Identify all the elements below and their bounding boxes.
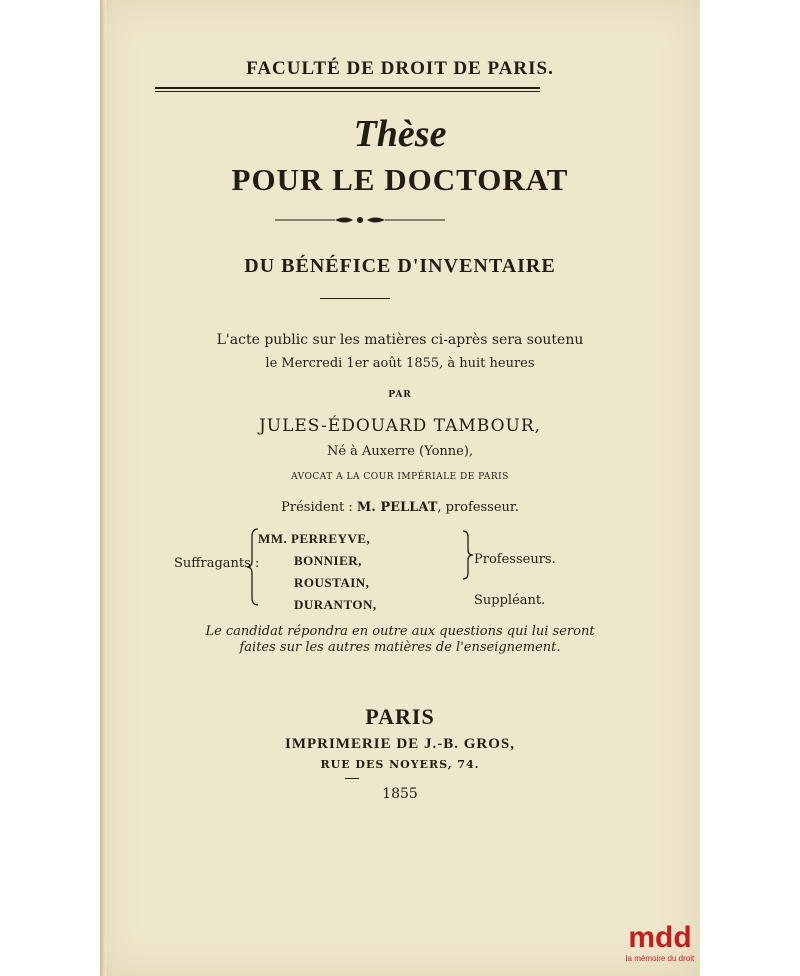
title-these: Thèse: [353, 113, 447, 155]
logo-tagline: la mémoire du droit: [625, 954, 695, 963]
jury-member: MM. PERREYVE,: [258, 531, 371, 546]
president-label: Président :: [281, 500, 353, 515]
suppleant-label: Suppléant.: [474, 593, 546, 608]
imprint-printer: IMPRIMERIE DE J.-B. GROS,: [284, 736, 515, 752]
imprint-city: PARIS: [365, 704, 435, 729]
document-page: [100, 0, 700, 976]
ornament-divider: [275, 213, 445, 227]
top-rule: [155, 87, 540, 89]
top-rule-thin: [155, 91, 540, 92]
president-name: M. PELLAT: [356, 500, 438, 515]
candidate-note-1: Le candidat répondra en outre aux questions qui lui seront: [205, 624, 595, 639]
jury-member: DURANTON,: [294, 597, 377, 612]
faculty-heading: FACULTÉ DE DROIT DE PARIS.: [246, 58, 554, 79]
defense-date: le Mercredi 1er août 1855, à huit heures: [265, 356, 535, 371]
imprint-address: RUE DES NOYERS, 74.: [320, 758, 480, 771]
president-role: , professeur.: [437, 500, 519, 515]
jury-members: [258, 528, 377, 616]
suffragants-label: Suffragants :: [174, 556, 260, 571]
president-line: [100, 500, 700, 515]
thesis-subject: DU BÉNÉFICE D'INVENTAIRE: [244, 255, 556, 277]
right-brace: [462, 530, 474, 580]
author-title: AVOCAT A LA COUR IMPÉRIALE DE PARIS: [291, 472, 509, 482]
candidate-note-2: faites sur les autres matières de l'enseignement.: [239, 640, 561, 655]
imprint-rule: [345, 778, 359, 779]
professeurs-label: Professeurs.: [474, 552, 556, 567]
jury-member: ROUSTAIN,: [294, 575, 370, 590]
title-doctorat: POUR LE DOCTORAT: [231, 162, 569, 197]
par-label: PAR: [388, 390, 412, 400]
defense-line-1: L'acte public sur les matières ci-après sera soutenu: [216, 332, 584, 348]
page-gutter: [100, 0, 106, 976]
jury-member: BONNIER,: [294, 553, 362, 568]
author-name: JULES-ÉDOUARD TAMBOUR,: [258, 416, 542, 436]
subject-rule: [320, 298, 390, 299]
author-birth: Né à Auxerre (Yonne),: [326, 444, 474, 459]
watermark-logo: [622, 922, 698, 974]
imprint-year: 1855: [382, 786, 418, 802]
logo-mark: mdd: [628, 921, 692, 954]
